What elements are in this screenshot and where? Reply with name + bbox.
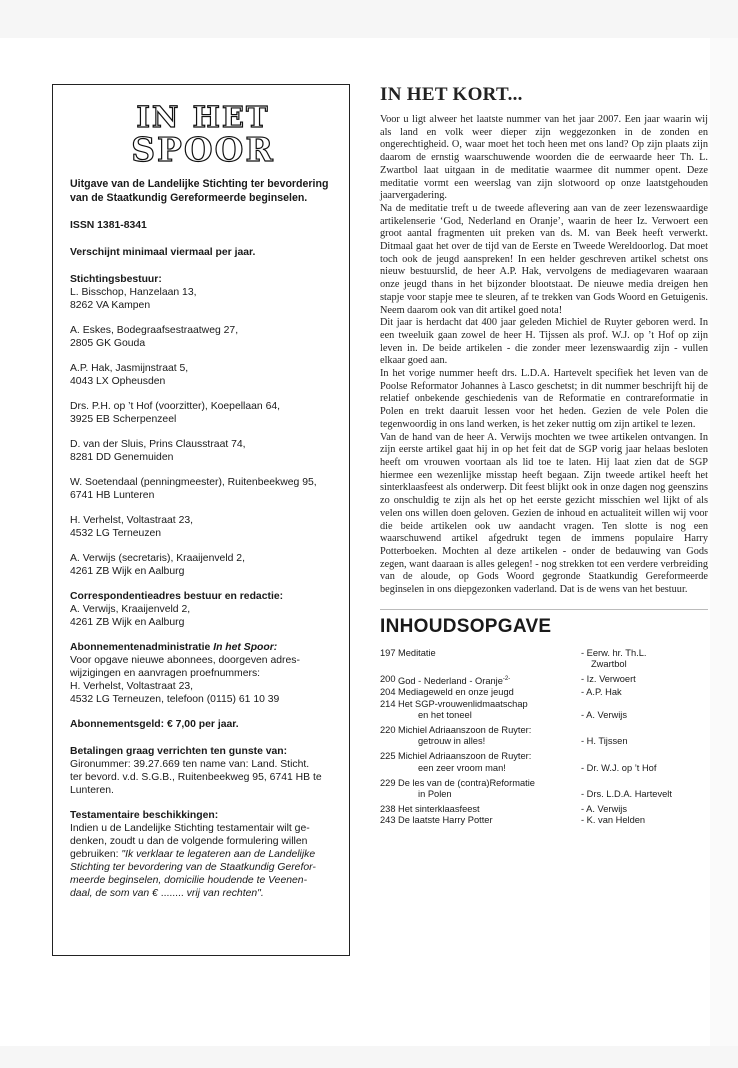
toc-author (581, 751, 708, 773)
page-edge (710, 38, 738, 1046)
toc-title-line (398, 687, 581, 698)
page-top-margin (0, 0, 738, 38)
toc-title-line (398, 815, 581, 826)
payments-line: Lunteren. (70, 785, 114, 796)
toc-title-text: De les van de (contra)Reformatie (398, 777, 535, 788)
toc-author (581, 815, 708, 826)
testament-line: Indien u de Landelijke Stichting testamentair wilt ge- (70, 823, 310, 834)
toc-entry (380, 778, 708, 800)
payments-line: Gironummer: 39.27.669 ten name van: Land. Sticht. (70, 759, 310, 770)
article-paragraph: Voor u ligt alweer het laatste nummer van het jaar 2007. Een jaar waarin wij als land en volk weer dieper zijn weggezonken in de zonden en ongerechtigheid. O, waar moet het toch heen met ons land? Op zijn plaats zijn daarom de ernstig waarschuwende woorden die de eerwaarde heer Th. L. Zwartbol laat uitgaan in de meditatie waarmee dit nummer opent. Deze meditatie vormt een weerslag van zijn slotwoord op onze laatstgehouden jaarvergadering. (380, 114, 708, 202)
payments-line: ter bevord. v.d. S.G.B., Ruitenbeekweg 95, 6741 HB te (70, 772, 322, 783)
toc-entry (380, 699, 708, 721)
toc-title: INHOUDSOPGAVE (380, 615, 552, 637)
toc-entry (380, 648, 708, 670)
toc-page-number: 229 (380, 777, 396, 788)
board-member-city: 8281 DD Genemuiden (70, 452, 174, 463)
board-member-name: H. Verhelst, Voltastraat 23, (70, 515, 194, 526)
toc-entry-title (396, 674, 581, 687)
toc-title-line (398, 751, 581, 762)
board-member (70, 324, 335, 350)
board-member-city: 6741 HB Lunteren (70, 490, 155, 501)
board-member-city: 4532 LG Terneuzen (70, 528, 162, 539)
toc-title-line (398, 648, 581, 659)
toc-author-line: - K. van Helden (581, 815, 646, 826)
board-member (70, 400, 335, 426)
toc-author-line: - H. Tijssen (581, 736, 628, 747)
board-member-city: 8262 VA Kampen (70, 300, 151, 311)
svg-text:SPOOR: SPOOR (130, 130, 275, 165)
article-body (380, 114, 708, 597)
article-paragraph: Dit jaar is herdacht dat 400 jaar geleden Michiel de Ruyter geboren werd. In een tweeluik gaan zowel de heer H. Tijssen als prof. W.J. op ’t Hof op zijn leven in. De beide artikelen - die zonder meer lezenswaardig zijn - vullen elkaar goed aan. (380, 317, 708, 367)
toc-title-line (398, 778, 581, 789)
toc-title-line: een zeer vroom man! (418, 762, 506, 773)
toc-title-line (398, 674, 581, 687)
issn: ISSN 1381-8341 (70, 220, 147, 231)
toc-title-line (398, 804, 581, 815)
colophon-box (52, 84, 350, 956)
board-member (70, 514, 335, 540)
testament-line: meerde beginselen, domicilie houdende te Veenen- (70, 875, 308, 886)
toc-author-line: - Iz. Verwoert (581, 674, 636, 685)
toc-entry-title (396, 778, 581, 800)
toc-title-text: Michiel Adriaanszoon de Ruyter: (398, 751, 532, 762)
correspondence-line: 4261 ZB Wijk en Aalburg (70, 617, 185, 628)
toc-author (581, 699, 708, 721)
svg-text:IN HET: IN HET (135, 100, 270, 134)
in-het-spoor-logo (123, 99, 283, 165)
board-member-name: D. van der Sluis, Prins Clausstraat 74, (70, 439, 246, 450)
admin-line: wijzigingen en aanvragen proefnummers: (70, 668, 261, 679)
toc-title-text: Michiel Adriaanszoon de Ruyter: (398, 725, 532, 736)
board-member (70, 476, 335, 502)
board-member-name: L. Bisschop, Hanzelaan 13, (70, 287, 197, 298)
toc-entry-title (396, 815, 581, 826)
board-member-name: W. Soetendaal (penningmeester), Ruitenbeekweg 95, (70, 477, 317, 488)
board-member-city: 2805 GK Gouda (70, 338, 146, 349)
toc-entry-title (396, 725, 581, 747)
admin-line: Voor opgave nieuwe abonnees, doorgeven adres- (70, 655, 300, 666)
board-member-city: 3925 EB Scherpenzeel (70, 414, 177, 425)
toc-entry-title (396, 648, 581, 670)
testament-line: daal, de som van € ........ vrij van rechten". (70, 888, 264, 899)
toc-page-number: 197 (380, 647, 396, 658)
toc-author (581, 687, 708, 698)
toc-page-number: 220 (380, 725, 396, 736)
admin-section (70, 641, 335, 706)
toc-page-number: 238 (380, 804, 396, 815)
toc-title-text: Het SGP-vrouwenlidmaatschap (398, 698, 528, 709)
toc-title-text: Mediageweld en onze jeugd (398, 687, 514, 698)
toc-entry (380, 725, 708, 747)
toc-entry (380, 674, 708, 687)
toc-title-line (398, 699, 581, 710)
article-paragraph: In het vorige nummer heeft drs. L.D.A. Hartevelt specifiek het leven van de Poolse Reformator Johannes à Lasco geschetst; in dit nummer beschrijft hij de relatief onbekende geschiedenis van de Reformatie en contrareformatie in Polen en trekt daaruit lessen voor het heden. Gezien de vele Polen die tegenwoordig in ons land werken, is het zeker nuttig om zijn artikel te lezen. (380, 368, 708, 430)
toc-page-number: 204 (380, 687, 396, 698)
board-member (70, 286, 335, 312)
payments-heading: Betalingen graag verrichten ten gunste van: (70, 746, 288, 757)
toc-author-line: Zwartbol (591, 658, 627, 669)
toc-entry-title (396, 699, 581, 721)
toc-title-line: in Polen (418, 789, 452, 800)
toc-author (581, 674, 708, 687)
toc-page-number: 200 (380, 674, 396, 685)
toc-author-line: - A.P. Hak (581, 687, 622, 698)
toc-title-line: en het toneel (418, 709, 472, 720)
testament-line: gebruiken: "Ik verklaar te legateren aan de Landelijke (70, 849, 316, 860)
board-member-city: 4043 LX Opheusden (70, 376, 166, 387)
board-member (70, 438, 335, 464)
toc-author (581, 725, 708, 747)
right-column (380, 84, 708, 831)
toc-entry (380, 751, 708, 773)
toc-title-line (398, 725, 581, 736)
toc-entry (380, 815, 708, 826)
admin-heading: Abonnementenadministratie In het Spoor: (70, 642, 278, 653)
toc-author-line: - A. Verwijs (581, 804, 627, 815)
admin-line: 4532 LG Terneuzen, telefoon (0115) 61 10 39 (70, 694, 280, 705)
board-heading: Stichtingsbestuur: (70, 274, 162, 285)
correspondence-section (70, 590, 335, 629)
board-member-name: A. Verwijs (secretaris), Kraaijenveld 2, (70, 553, 245, 564)
admin-line: H. Verhelst, Voltastraat 23, (70, 681, 194, 692)
board-member-name: A.P. Hak, Jasmijnstraat 5, (70, 363, 189, 374)
toc-author-line: - Drs. L.D.A. Hartevelt (581, 789, 672, 800)
correspondence-heading: Correspondentieadres bestuur en redactie: (70, 591, 284, 602)
toc-page-number: 243 (380, 815, 396, 826)
toc-title-text: De laatste Harry Potter (398, 815, 493, 826)
board-member (70, 552, 335, 578)
toc-author (581, 778, 708, 800)
board-section (70, 273, 335, 578)
article-paragraph: Van de hand van de heer A. Verwijs mochten we twee artikelen ontvangen. In zijn eerste artikel gaat hij in op het feit dat de SGP vorig jaar helaas besloten heeft om vrouwen voortaan als lid toe te laten. Hij laat zien dat de SGP hiermee een wezenlijke misstap heeft begaan. Zijn tweede artikel heeft het sinterklaasfeest als onderwerp. Dit feest blijkt ook in onze dagen nog geenszins zo onschuldig te zijn als het op het eerste gezicht misschien wel lijkt of als velen ons willen doen geloven. Gezien de inhoud en actualiteit willen wij voor die beide artikelen ook uw aandacht vragen. Ten slotte is nog een waarschuwend artikel afgedrukt tegen de immens populaire Harry Potterboeken. Mochten al deze artikelen - onder de bedauwing van Gods zegen, want daaraan is alles gelegen! - nog strekken tot een verdere verbreiding van de aloude, op Gods Woord gegronde Staatkundig Gereformeerde beginselen in ons diepgezonken vaderland. Dat is de wens van het bestuur. (380, 431, 708, 596)
toc-entry-title (396, 687, 581, 698)
table-of-contents (380, 648, 708, 827)
toc-author-line: - A. Verwijs (581, 709, 627, 720)
toc-title-text: Meditatie (398, 647, 436, 658)
toc-entry (380, 804, 708, 815)
toc-title-text: Het sinterklaasfeest (398, 804, 480, 815)
publisher-statement: Uitgave van de Landelijke Stichting ter bevordering van de Staatkundig Gereformeerde beginselen. (70, 178, 329, 204)
correspondence-line: A. Verwijs, Kraaijenveld 2, (70, 604, 191, 615)
toc-entry-title (396, 804, 581, 815)
testament-section (70, 809, 335, 900)
article-title: IN HET KORT... (380, 84, 523, 105)
toc-page-number: 225 (380, 751, 396, 762)
toc-title-text: God - Nederland - Oranje (398, 676, 503, 687)
frequency: Verschijnt minimaal viermaal per jaar. (70, 247, 256, 258)
toc-title-line: getrouw in alles! (418, 736, 486, 747)
toc-author (581, 648, 708, 670)
toc-author (581, 804, 708, 815)
toc-author-line: - Dr. W.J. op ’t Hof (581, 762, 657, 773)
payments-section (70, 745, 335, 797)
subscription-fee: Abonnementsgeld: € 7,00 per jaar. (70, 719, 239, 730)
toc-part-number: -2- (502, 676, 511, 683)
page-bottom-margin (0, 1046, 738, 1068)
toc-page-number: 214 (380, 698, 396, 709)
toc-author-line: - Eerw. hr. Th.L. (581, 647, 647, 658)
testament-line: Stichting ter bevordering van de Staatkundig Gerefor- (70, 862, 316, 873)
board-member (70, 362, 335, 388)
section-divider (380, 609, 708, 610)
board-member-name: Drs. P.H. op ’t Hof (voorzitter), Koepellaan 64, (70, 401, 281, 412)
article-paragraph: Na de meditatie treft u de tweede aflevering aan van de zeer lezenswaardige artikelenserie ‘God, Nederland en Oranje’, waarin de heer Iz. Verwoert een groot aantal fragmenten uit preken van ds. M. van Beek heeft verwerkt. Ditmaal gaat het over de tijd van de Eerste en Tweede Wereldoorlog. Dat moet toch ook de jeugd aanspreken! In een helder geschreven artikel schetst ons nieuw bestuurslid, de heer A.P. Hak, vervolgens de mediagevaren waaraan onze jeugd thans in het bijzonder blootstaat. De nieuwe media dreigen hen stapje voor stapje mee te sleuren, af te trekken van Gods Woord en Getuigenis. Neem daarom ook van dit artikel goed nota! (380, 202, 708, 316)
toc-entry-title (396, 751, 581, 773)
board-member-name: A. Eskes, Bodegraafsestraatweg 27, (70, 325, 239, 336)
board-member-city: 4261 ZB Wijk en Aalburg (70, 566, 185, 577)
toc-entry (380, 687, 708, 698)
testament-heading: Testamentaire beschikkingen: (70, 810, 219, 821)
testament-line: denken, zoudt u dan de volgende formulering willen (70, 836, 308, 847)
